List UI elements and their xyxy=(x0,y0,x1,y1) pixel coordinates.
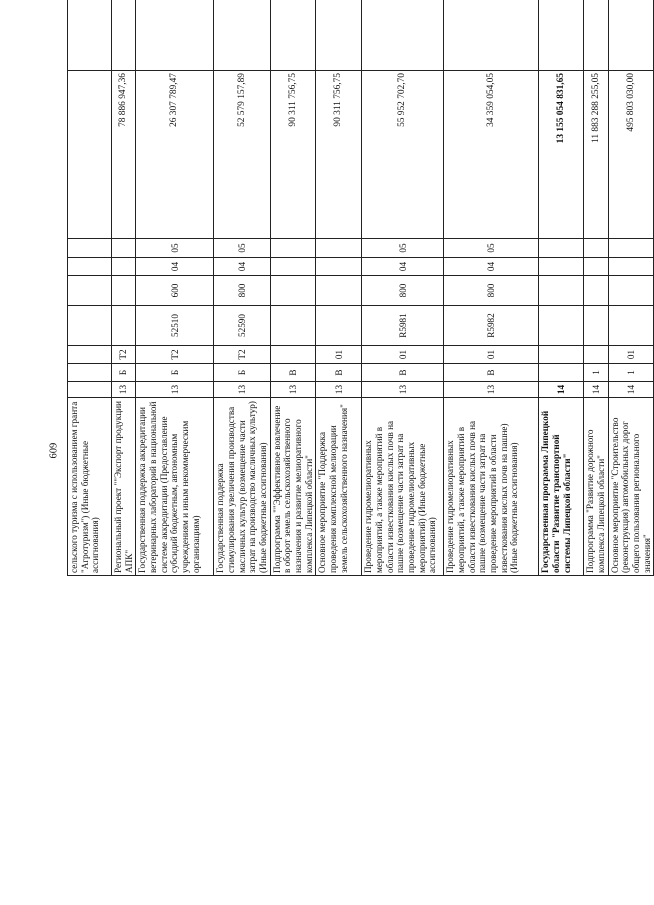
row-gp-code: 14 xyxy=(539,382,584,398)
row-amount-year2 xyxy=(68,0,112,71)
row-expense-type: 800 xyxy=(214,276,270,306)
row-subsection xyxy=(112,239,136,258)
row-subprogram-code: В xyxy=(362,364,444,382)
row-gp-code: 13 xyxy=(136,382,214,398)
row-subprogram-code: 1 xyxy=(608,364,654,382)
row-subsection xyxy=(608,239,654,258)
row-amount-year2 xyxy=(112,0,136,71)
table-row xyxy=(444,0,539,576)
row-expense-type xyxy=(584,276,608,306)
page-number: 609 xyxy=(48,442,60,459)
rotated-page-region xyxy=(67,30,652,865)
row-name: Проведение гидромелиоративных мероприятий, а также мероприятий в области известкования кислых почв на пашне (возмещение части затрат на проведение мероприятий в области известкования кислых почв на пашне) (Иные бюджетные ассигнования) xyxy=(444,398,539,576)
row-measure-code: 01 xyxy=(608,346,654,364)
row-direction-code xyxy=(584,306,608,346)
row-amount-year1: 55 952 702,70 xyxy=(362,71,444,239)
row-amount-year1 xyxy=(68,71,112,239)
row-direction-code: 52590 xyxy=(214,306,270,346)
row-subprogram-code: 1 xyxy=(584,364,608,382)
row-measure-code xyxy=(270,346,316,364)
budget-table xyxy=(67,0,654,576)
row-subsection: 05 xyxy=(362,239,444,258)
row-measure-code: Т2 xyxy=(214,346,270,364)
table-row xyxy=(68,0,112,576)
row-direction-code: R5981 xyxy=(362,306,444,346)
row-name: Подпрограмма ""Эффективное вовлечение в оборот земель сельскохозяйственного назначения и развитие мелиоративного комплекса Липецкой области" xyxy=(270,398,316,576)
row-name: сельского туризма с использованием гранта "Агротуризм") (Иные бюджетные ассигнования) xyxy=(68,398,112,576)
row-gp-code: 13 xyxy=(112,382,136,398)
table-row xyxy=(136,0,214,576)
row-measure-code xyxy=(584,346,608,364)
row-section xyxy=(68,258,112,276)
row-measure-code: 01 xyxy=(444,346,539,364)
row-subsection xyxy=(539,239,584,258)
row-subprogram-code xyxy=(68,364,112,382)
row-subprogram-code: Б xyxy=(136,364,214,382)
row-name: Основное мероприятие "Строительство (реконструкция) автомобильных дорог общего пользования регионального значения" xyxy=(608,398,654,576)
row-amount-year1: 52 579 157,89 xyxy=(214,71,270,239)
row-section xyxy=(608,258,654,276)
row-direction-code: 52510 xyxy=(136,306,214,346)
row-amount-year1: 34 359 054,05 xyxy=(444,71,539,239)
row-section: 04 xyxy=(136,258,214,276)
row-subprogram-code: В xyxy=(316,364,362,382)
budget-table-container xyxy=(67,0,652,576)
row-expense-type xyxy=(270,276,316,306)
row-measure-code: 01 xyxy=(316,346,362,364)
row-measure-code: Т2 xyxy=(136,346,214,364)
row-gp-code xyxy=(68,382,112,398)
row-subsection: 05 xyxy=(444,239,539,258)
row-section xyxy=(112,258,136,276)
row-expense-type xyxy=(316,276,362,306)
row-gp-code: 13 xyxy=(316,382,362,398)
row-direction-code xyxy=(270,306,316,346)
row-section xyxy=(539,258,584,276)
table-row xyxy=(270,0,316,576)
row-measure-code xyxy=(539,346,584,364)
row-expense-type xyxy=(608,276,654,306)
row-name: Государственная программа Липецкой области "Развитие транспортной системы Липецкой области" xyxy=(539,398,584,576)
row-subsection xyxy=(584,239,608,258)
table-row xyxy=(112,0,136,576)
row-measure-code xyxy=(68,346,112,364)
row-section xyxy=(316,258,362,276)
row-amount-year1: 13 155 054 831,65 xyxy=(539,71,584,239)
row-subsection xyxy=(68,239,112,258)
row-gp-code: 13 xyxy=(444,382,539,398)
row-amount-year2 xyxy=(136,0,214,71)
row-amount-year1: 26 307 789,47 xyxy=(136,71,214,239)
row-amount-year2 xyxy=(270,0,316,71)
row-subsection xyxy=(316,239,362,258)
row-expense-type xyxy=(68,276,112,306)
row-name: Государственная поддержка стимулирования увеличения производства масличных культур (возмещение части затрат на производство масличных культур) (Иные бюджетные ассигнования) xyxy=(214,398,270,576)
row-name: Основное мероприятие "Поддержка проведения комплексной мелиорации земель сельскохозяйственного назначения" xyxy=(316,398,362,576)
row-name: Проведение гидромелиоративных мероприятий, а также мероприятий в области известкования кислых почв на пашне (возмещение части затрат на проведение гидромелиоративных мероприятий) (Иные бюджетные ассигнования) xyxy=(362,398,444,576)
row-direction-code xyxy=(608,306,654,346)
row-gp-code: 13 xyxy=(214,382,270,398)
row-direction-code xyxy=(112,306,136,346)
row-expense-type: 800 xyxy=(444,276,539,306)
row-amount-year2 xyxy=(214,0,270,71)
row-subprogram-code: Б xyxy=(214,364,270,382)
row-subprogram-code: В xyxy=(270,364,316,382)
row-section: 04 xyxy=(362,258,444,276)
row-measure-code: Т2 xyxy=(112,346,136,364)
row-direction-code xyxy=(316,306,362,346)
row-gp-code: 13 xyxy=(362,382,444,398)
row-amount-year1: 78 886 947,36 xyxy=(112,71,136,239)
table-row xyxy=(214,0,270,576)
row-amount-year1: 90 311 756,75 xyxy=(316,71,362,239)
row-amount-year2 xyxy=(316,0,362,71)
row-section xyxy=(270,258,316,276)
row-subsection xyxy=(270,239,316,258)
row-amount-year1: 495 803 030,00 xyxy=(608,71,654,239)
row-amount-year2 xyxy=(584,0,608,71)
row-amount-year2 xyxy=(362,0,444,71)
row-expense-type xyxy=(539,276,584,306)
row-expense-type xyxy=(112,276,136,306)
row-name: Подпрограмма "Развитие дорожного комплекса Липецкой области" xyxy=(584,398,608,576)
row-gp-code: 14 xyxy=(608,382,654,398)
row-amount-year2 xyxy=(539,0,584,71)
row-expense-type: 600 xyxy=(136,276,214,306)
row-subprogram-code: Б xyxy=(112,364,136,382)
row-expense-type: 800 xyxy=(362,276,444,306)
table-row xyxy=(316,0,362,576)
row-name: Государственная поддержка аккредитации ветеринарных лабораторий в национальной системе аккредитации (Предоставление субсидий бюджетным, автономным учреждениям и иным некоммерческим организациям) xyxy=(136,398,214,576)
row-gp-code: 14 xyxy=(584,382,608,398)
row-section: 04 xyxy=(214,258,270,276)
row-amount-year2 xyxy=(608,0,654,71)
table-row xyxy=(362,0,444,576)
row-amount-year2 xyxy=(444,0,539,71)
row-subprogram-code xyxy=(539,364,584,382)
table-row xyxy=(584,0,608,576)
table-row xyxy=(608,0,654,576)
row-section xyxy=(584,258,608,276)
row-amount-year1: 90 311 756,75 xyxy=(270,71,316,239)
row-name: Региональный проект ""Экспорт продукции АПК" xyxy=(112,398,136,576)
row-direction-code xyxy=(539,306,584,346)
row-subsection: 05 xyxy=(136,239,214,258)
row-direction-code xyxy=(68,306,112,346)
row-subprogram-code: В xyxy=(444,364,539,382)
row-gp-code: 13 xyxy=(270,382,316,398)
table-row xyxy=(539,0,584,576)
row-direction-code: R5982 xyxy=(444,306,539,346)
row-amount-year1: 11 883 288 255,05 xyxy=(584,71,608,239)
row-subsection: 05 xyxy=(214,239,270,258)
row-measure-code: 01 xyxy=(362,346,444,364)
row-section: 04 xyxy=(444,258,539,276)
